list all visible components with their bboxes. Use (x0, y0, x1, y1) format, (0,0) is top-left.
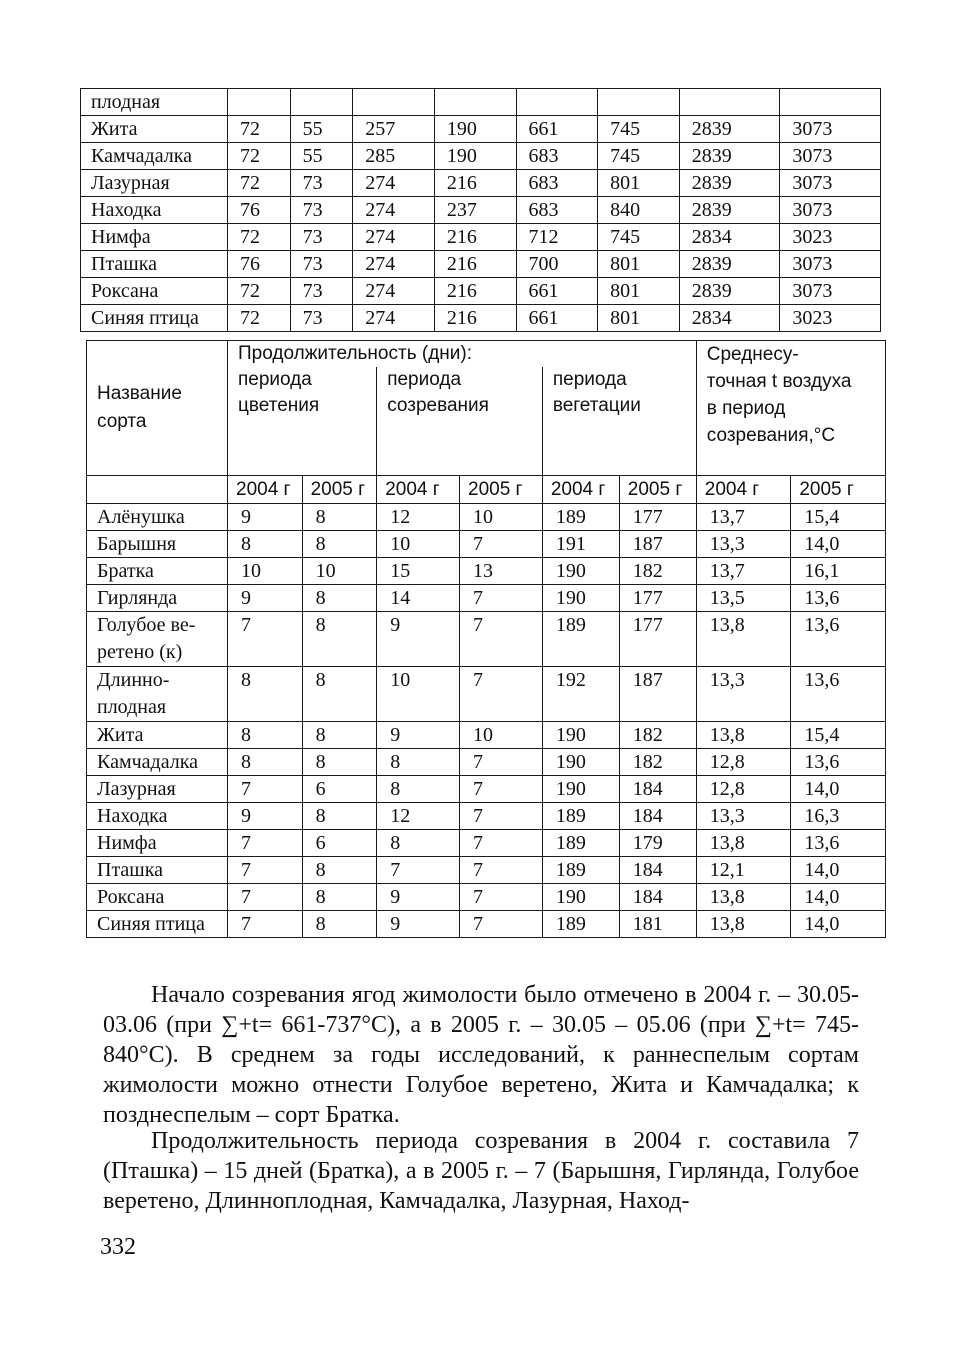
variety-name-cell: Лазурная (87, 776, 228, 803)
value-cell: 8 (377, 830, 460, 857)
value-cell: 184 (619, 776, 696, 803)
value-cell: 7 (460, 749, 543, 776)
value-cell: 190 (542, 585, 619, 612)
value-cell: 16,3 (791, 803, 886, 830)
value-cell (516, 89, 598, 116)
value-cell: 16,1 (791, 558, 886, 585)
year-header-cell: 2004 г (377, 476, 460, 504)
value-cell: 192 (542, 667, 619, 722)
variety-name-cell: Роксана (87, 884, 228, 911)
temperature-header (696, 341, 885, 476)
table-row (87, 531, 886, 558)
value-cell: 274 (353, 224, 435, 251)
variety-name-cell: Находка (81, 197, 228, 224)
value-cell: 73 (290, 170, 353, 197)
variety-name-header-text: Название сорта (97, 383, 182, 432)
value-cell: 182 (619, 722, 696, 749)
variety-name-cell: Длинно-плодная (87, 667, 228, 722)
value-cell (434, 89, 516, 116)
value-cell: 745 (598, 116, 680, 143)
value-cell: 13,3 (696, 531, 791, 558)
value-cell: 15,4 (791, 722, 886, 749)
value-cell: 12 (377, 803, 460, 830)
value-cell: 9 (377, 722, 460, 749)
value-cell: 683 (516, 170, 598, 197)
ripening-header-text: периода созревания (387, 369, 489, 416)
value-cell: 12,8 (696, 749, 791, 776)
value-cell: 15,4 (791, 504, 886, 531)
value-cell (353, 89, 435, 116)
ripening-header (377, 367, 543, 476)
value-cell: 72 (228, 143, 291, 170)
value-cell: 8 (228, 749, 303, 776)
year-header-cell: 2004 г (542, 476, 619, 504)
value-cell: 184 (619, 884, 696, 911)
value-cell: 216 (434, 278, 516, 305)
vegetation-header-text: периода вегетации (552, 369, 641, 416)
value-cell: 55 (290, 143, 353, 170)
value-cell: 76 (228, 197, 291, 224)
value-cell: 14,0 (791, 776, 886, 803)
year-header-row (87, 476, 886, 504)
top-table-row (81, 224, 881, 251)
top-table-row (81, 197, 881, 224)
variety-name-header (87, 341, 228, 476)
variety-name-cell: плодная (81, 89, 228, 116)
value-cell: 13,6 (791, 585, 886, 612)
value-cell: 13,6 (791, 667, 886, 722)
value-cell: 189 (542, 504, 619, 531)
value-cell: 182 (619, 749, 696, 776)
value-cell: 3023 (780, 305, 881, 332)
value-cell: 3023 (780, 224, 881, 251)
value-cell: 6 (302, 776, 377, 803)
value-cell: 216 (434, 170, 516, 197)
year-header-cell: 2005 г (619, 476, 696, 504)
value-cell: 76 (228, 251, 291, 278)
value-cell: 7 (460, 667, 543, 722)
top-table-row (81, 143, 881, 170)
value-cell: 184 (619, 857, 696, 884)
value-cell: 661 (516, 116, 598, 143)
variety-name-cell: Синяя птица (81, 305, 228, 332)
value-cell: 177 (619, 612, 696, 667)
value-cell: 184 (619, 803, 696, 830)
year-header-cell: 2004 г (696, 476, 791, 504)
value-cell: 9 (377, 911, 460, 938)
value-cell: 73 (290, 224, 353, 251)
value-cell: 2839 (679, 143, 780, 170)
value-cell: 55 (290, 116, 353, 143)
value-cell: 2834 (679, 224, 780, 251)
value-cell: 7 (460, 857, 543, 884)
value-cell: 274 (353, 197, 435, 224)
variety-name-cell: Братка (87, 558, 228, 585)
variety-name-cell: Жита (87, 722, 228, 749)
value-cell: 13,8 (696, 612, 791, 667)
value-cell: 13,7 (696, 504, 791, 531)
vegetation-header (542, 367, 696, 476)
value-cell: 3073 (780, 197, 881, 224)
value-cell: 189 (542, 803, 619, 830)
value-cell: 14,0 (791, 531, 886, 558)
value-cell: 683 (516, 197, 598, 224)
value-cell: 801 (598, 278, 680, 305)
value-cell: 177 (619, 585, 696, 612)
value-cell: 15 (377, 558, 460, 585)
value-cell: 8 (302, 612, 377, 667)
value-cell: 13,5 (696, 585, 791, 612)
variety-name-cell: Нимфа (87, 830, 228, 857)
value-cell: 8 (302, 585, 377, 612)
top-table-row (81, 251, 881, 278)
year-header-cell: 2004 г (228, 476, 303, 504)
value-cell: 72 (228, 305, 291, 332)
value-cell (598, 89, 680, 116)
variety-name-cell: Лазурная (81, 170, 228, 197)
top-table-row (81, 305, 881, 332)
variety-name-cell: Гирлянда (87, 585, 228, 612)
value-cell: 72 (228, 170, 291, 197)
header-row-1 (87, 341, 886, 368)
value-cell: 7 (460, 776, 543, 803)
value-cell: 257 (353, 116, 435, 143)
paragraph-ripening-duration: Продолжительность периода созревания в 2004 г. составила 7 (Пташка) – 15 дней (Братка), а в 2005 г. – 7 (Барышня, Гирлянда, Голубое веретено, Длинноплодная, Камчадалка, Лазурная, Наход- (103, 1128, 859, 1214)
value-cell: 10 (228, 558, 303, 585)
value-cell: 7 (460, 585, 543, 612)
value-cell: 683 (516, 143, 598, 170)
value-cell: 8 (302, 857, 377, 884)
value-cell: 7 (228, 911, 303, 938)
value-cell: 13,3 (696, 667, 791, 722)
value-cell: 72 (228, 116, 291, 143)
value-cell: 13,7 (696, 558, 791, 585)
table-row (87, 830, 886, 857)
duration-header: Продолжительность (дни): (228, 341, 697, 368)
value-cell: 6 (302, 830, 377, 857)
value-cell: 12,1 (696, 857, 791, 884)
value-cell: 190 (542, 884, 619, 911)
variety-name-cell: Роксана (81, 278, 228, 305)
year-header-cell: 2005 г (460, 476, 543, 504)
value-cell: 13,6 (791, 612, 886, 667)
value-cell: 3073 (780, 170, 881, 197)
value-cell: 182 (619, 558, 696, 585)
value-cell: 12,8 (696, 776, 791, 803)
value-cell: 9 (377, 612, 460, 667)
value-cell: 13,8 (696, 911, 791, 938)
top-data-table (80, 88, 881, 332)
value-cell: 190 (542, 776, 619, 803)
value-cell: 7 (228, 857, 303, 884)
value-cell: 7 (228, 884, 303, 911)
table-row (87, 911, 886, 938)
value-cell: 7 (460, 531, 543, 558)
value-cell: 13,6 (791, 830, 886, 857)
value-cell: 191 (542, 531, 619, 558)
value-cell: 8 (228, 667, 303, 722)
value-cell: 7 (460, 884, 543, 911)
top-table-row (81, 170, 881, 197)
value-cell: 3073 (780, 278, 881, 305)
value-cell: 190 (542, 749, 619, 776)
value-cell: 801 (598, 305, 680, 332)
variety-name-cell: Алёнушка (87, 504, 228, 531)
value-cell: 8 (377, 776, 460, 803)
top-table-row (81, 278, 881, 305)
value-cell: 187 (619, 667, 696, 722)
variety-name-cell: Находка (87, 803, 228, 830)
value-cell: 712 (516, 224, 598, 251)
value-cell (228, 89, 291, 116)
value-cell: 274 (353, 251, 435, 278)
variety-name-cell: Камчадалка (87, 749, 228, 776)
value-cell: 73 (290, 251, 353, 278)
value-cell: 2834 (679, 305, 780, 332)
value-cell: 14,0 (791, 884, 886, 911)
value-cell: 7 (460, 830, 543, 857)
value-cell: 661 (516, 305, 598, 332)
value-cell: 661 (516, 278, 598, 305)
variety-name-cell: Барышня (87, 531, 228, 558)
flowering-header-text: периода цветения (238, 369, 320, 416)
table-row (87, 558, 886, 585)
value-cell: 7 (377, 857, 460, 884)
table-row (87, 722, 886, 749)
value-cell: 9 (228, 803, 303, 830)
value-cell: 840 (598, 197, 680, 224)
variety-name-cell: Синяя птица (87, 911, 228, 938)
value-cell: 801 (598, 170, 680, 197)
paragraph-ripening-start: Начало созревания ягод жимолости было отмечено в 2004 г. – 30.05- 03.06 (при ∑+t= 661-737°С), а в 2005 г. – 30.05 – 05.06 (при ∑+t= 745-840°С). В среднем за годы исследований, к раннеспелым сортам жимолости можно отнести Голубое веретено, Жита и Камчадалка; к позднеспелым – сорт Братка. (103, 982, 859, 1128)
variety-name-cell: Пташка (81, 251, 228, 278)
value-cell (679, 89, 780, 116)
value-cell: 3073 (780, 143, 881, 170)
blank-header-cell (87, 476, 228, 504)
value-cell: 8 (302, 722, 377, 749)
page-number: 332 (100, 1234, 136, 1260)
value-cell: 10 (377, 531, 460, 558)
main-table-body (87, 341, 886, 938)
table-row (87, 803, 886, 830)
value-cell: 190 (542, 558, 619, 585)
variety-name-cell: Пташка (87, 857, 228, 884)
value-cell: 13,8 (696, 884, 791, 911)
table-row (87, 504, 886, 531)
value-cell: 13,3 (696, 803, 791, 830)
value-cell: 8 (228, 722, 303, 749)
table-row (87, 612, 886, 667)
value-cell: 189 (542, 911, 619, 938)
value-cell: 9 (377, 884, 460, 911)
value-cell (780, 89, 881, 116)
main-data-table (86, 340, 886, 938)
value-cell: 8 (302, 911, 377, 938)
value-cell: 285 (353, 143, 435, 170)
value-cell: 7 (228, 830, 303, 857)
value-cell: 8 (302, 504, 377, 531)
value-cell: 700 (516, 251, 598, 278)
value-cell: 14 (377, 585, 460, 612)
value-cell: 190 (542, 722, 619, 749)
value-cell: 73 (290, 197, 353, 224)
value-cell: 13,8 (696, 722, 791, 749)
value-cell: 189 (542, 857, 619, 884)
value-cell: 10 (460, 504, 543, 531)
value-cell: 8 (228, 531, 303, 558)
value-cell: 216 (434, 224, 516, 251)
value-cell: 14,0 (791, 857, 886, 884)
value-cell: 14,0 (791, 911, 886, 938)
value-cell: 274 (353, 170, 435, 197)
value-cell: 189 (542, 830, 619, 857)
table-row (87, 857, 886, 884)
value-cell: 801 (598, 251, 680, 278)
value-cell: 216 (434, 251, 516, 278)
value-cell: 181 (619, 911, 696, 938)
table-row (87, 585, 886, 612)
value-cell: 10 (302, 558, 377, 585)
variety-name-cell: Нимфа (81, 224, 228, 251)
value-cell: 216 (434, 305, 516, 332)
value-cell: 2839 (679, 278, 780, 305)
top-table-body (81, 89, 881, 332)
value-cell: 10 (377, 667, 460, 722)
value-cell (290, 89, 353, 116)
value-cell: 73 (290, 305, 353, 332)
value-cell: 13 (460, 558, 543, 585)
value-cell: 745 (598, 143, 680, 170)
value-cell: 72 (228, 224, 291, 251)
year-header-cell: 2005 г (791, 476, 886, 504)
year-header-cell: 2005 г (302, 476, 377, 504)
value-cell: 237 (434, 197, 516, 224)
value-cell: 274 (353, 305, 435, 332)
table-row (87, 884, 886, 911)
value-cell: 3073 (780, 251, 881, 278)
value-cell: 7 (228, 776, 303, 803)
variety-name-cell: Голубое ве-ретено (к) (87, 612, 228, 667)
top-table-row (81, 116, 881, 143)
table-row (87, 776, 886, 803)
value-cell: 8 (302, 803, 377, 830)
temperature-header-text: Среднесу-точная t воздуха в период созревания,°С (706, 344, 852, 446)
value-cell: 2839 (679, 170, 780, 197)
value-cell: 72 (228, 278, 291, 305)
value-cell: 73 (290, 278, 353, 305)
value-cell: 9 (228, 504, 303, 531)
value-cell: 7 (228, 612, 303, 667)
top-table-row (81, 89, 881, 116)
value-cell: 2839 (679, 251, 780, 278)
table-row (87, 749, 886, 776)
flowering-header (228, 367, 377, 476)
variety-name-cell: Жита (81, 116, 228, 143)
value-cell: 3073 (780, 116, 881, 143)
value-cell: 7 (460, 911, 543, 938)
value-cell: 2839 (679, 197, 780, 224)
value-cell: 190 (434, 116, 516, 143)
value-cell: 189 (542, 612, 619, 667)
value-cell: 10 (460, 722, 543, 749)
value-cell: 9 (228, 585, 303, 612)
value-cell: 274 (353, 278, 435, 305)
value-cell: 8 (377, 749, 460, 776)
variety-name-cell: Камчадалка (81, 143, 228, 170)
value-cell: 179 (619, 830, 696, 857)
value-cell: 13,6 (791, 749, 886, 776)
table-row (87, 667, 886, 722)
value-cell: 7 (460, 612, 543, 667)
value-cell: 2839 (679, 116, 780, 143)
value-cell: 745 (598, 224, 680, 251)
value-cell: 8 (302, 884, 377, 911)
value-cell: 13,8 (696, 830, 791, 857)
value-cell: 8 (302, 749, 377, 776)
value-cell: 8 (302, 531, 377, 558)
value-cell: 12 (377, 504, 460, 531)
value-cell: 8 (302, 667, 377, 722)
value-cell: 190 (434, 143, 516, 170)
value-cell: 187 (619, 531, 696, 558)
value-cell: 177 (619, 504, 696, 531)
value-cell: 7 (460, 803, 543, 830)
